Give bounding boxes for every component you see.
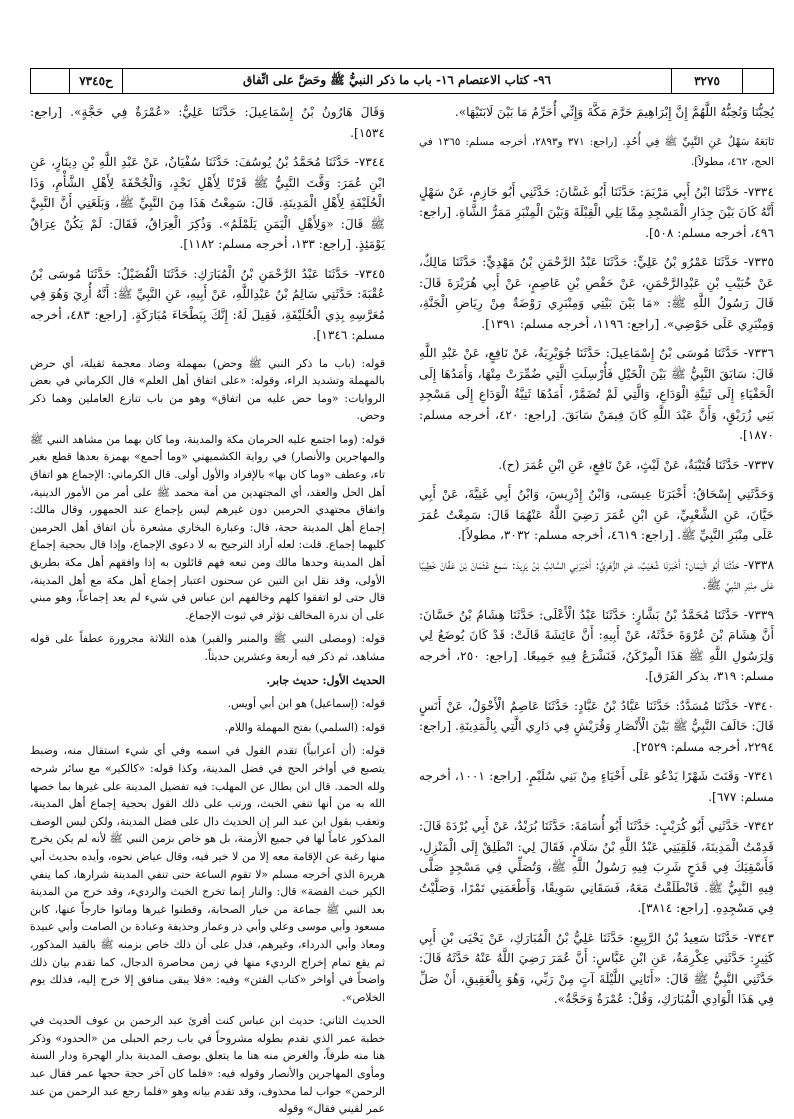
- hadith-7345: ٧٣٤٥- حَدَّثَنَا عَبْدُ الرَّحْمَنِ بْنُ الْمُبَارَكِ: حَدَّثَنَا الْفُضَيْلُ: حَدَّثَنَا مُوسَى بْنُ عُقْبَةَ: حَدَّثَنِي سَالِمُ بْنُ عَبْدِاللَّهِ، عَنْ أَبِيهِ، عَنِ النَّبِيِّ ﷺ: أَنَّهُ أُرِيَ وَهُوَ فِي مُعَرَّسِهِ بِذِي الْحُلَيْفَةِ، فَقِيلَ لَهُ: إِنَّكَ بِبَطْحَاءَ مُبَارَكَةٍ. [راجع: ٤٨٣، أخرجه مسلم: ١٣٤٦].: [30, 266, 385, 342]
- hadith-7336: ٧٣٣٦- حَدَّثَنَا مُوسَى بْنُ إِسْمَاعِيلَ: حَدَّثَنَا جُوَيْرِيَةُ، عَنْ نَافِعٍ، عَنْ عَبْدِ اللَّهِ قَالَ: سَابَقَ النَّبِيُّ ﷺ بَيْنَ الْخَيْلِ فَأُرْسِلَتِ الَّتِي ضُمِّرَتْ مِنْهَا، وَأَمَدُهَا إِلَى الْحَفْيَاءِ إِلَى ثَنِيَّةِ الْوَدَاعِ، وَالَّتِي لَمْ تُضَمَّرْ، أَمَدُهَا ثَنِيَّةُ الْوَدَاعِ إِلَى مَسْجِدِ بَنِي زُرَيْقٍ، وَأَنَّ عَبْدَ اللَّهِ كَانَ فِيمَنْ سَابَقَ. [راجع: ٤٢٠، أخرجه مسلم: ١٨٧٠].: [419, 346, 775, 442]
- commentary-paragraph: قوله: (ومصلى النبي ﷺ والمنبر والقبر) هذه الثلاثة مجرورة عطفاً على قوله مشاهد، ثم ذكر فيه أربعة وعشرين حديثاً.: [30, 632, 385, 663]
- header-hadith-range: ح٧٣٤٥: [70, 69, 123, 93]
- paragraph: تَابَعَهُ سَهْلٌ عَنِ النَّبِيِّ ﷺ فِي أُحُدٍ. [راجع: ٣٧١ و٢٨٩٣، أخرجه مسلم: ١٣٦٥ في الحج، ٤٦٢، مطولاً].: [419, 135, 775, 168]
- paragraph: وَحَدَّثَنِي إِسْحَاقُ: أَخْبَرَنَا عِيسَى، وَابْنُ إِدْرِيسَ، وَابْنُ أَبِي غَنِيَّةَ، عَنْ أَبِي حَيَّانَ، عَنِ الشَّعْبِيِّ، عَنِ ابْنِ عُمَرَ رَضِيَ اللَّهُ عَنْهُمَا قَالَ: سَمِعْتُ عُمَرَ عَلَى مِنْبَرِ النَّبِيِّ ﷺ. [راجع: ٤٦١٩، أخرجه مسلم: ٣٠٣٢، مطولاً].: [419, 487, 774, 542]
- commentary-paragraph: قوله: (باب ما ذكر النبي ﷺ وحض) بمهملة وضاد معجمة ثقيلة، أي حرض بالمهملة وتشديد الراء، وقوله: «على اتفاق أهل العلم» قال الكرماني في بعض الروايات: «وما حض عليه من اتفاق» وهو من باب تنازع العاملين وهما ذكر وحض.: [30, 356, 385, 423]
- hadith-7344: ٧٣٤٤- حَدَّثَنَا مُحَمَّدُ بْنُ يُوسُفَ: حَدَّثَنَا سُفْيَانُ، عَنْ عَبْدِ اللَّهِ بْنِ دِينَارٍ، عَنِ ابْنِ عُمَرَ: وَقَّتَ النَّبِيُّ ﷺ قَرْنًا لِأَهْلِ نَجْدٍ، وَالْجُحْفَةَ لِأَهْلِ الشَّأْمِ، وَذَا الْحُلَيْفَةِ لِأَهْلِ الْمَدِينَةِ. قَالَ: سَمِعْتُ هَذَا مِنَ النَّبِيِّ ﷺ، وَبَلَغَنِي أَنَّ النَّبِيَّ ﷺ قَالَ: «وَلِأَهْلِ الْيَمَنِ يَلَمْلَمُ». وَذُكِرَ الْعِرَاقُ، فَقَالَ: لَمْ يَكُنْ عِرَاقٌ يَوْمَئِذٍ. [راجع: ١٣٣، أخرجه مسلم: ١١٨٢].: [30, 155, 385, 251]
- right-column-hadith-text: [419, 102, 774, 1102]
- left-column-commentary: [30, 102, 385, 1116]
- hadith-7341: ٧٣٤١- وَقَنَتَ شَهْرًا يَدْعُو عَلَى أَحْيَاءٍ مِنْ بَنِي سُلَيْمٍ. [راجع: ١٠٠١، أخرجه مسلم: ٦٧٧].: [419, 769, 774, 804]
- commentary-paragraph: قوله: (أن أعرابياً) تقدم القول في اسمه وفي أي شيء استقال منه، وضبط يتصبع في أواخر الحج في فضل المدينة، وكذا قوله: «كالكير» مع سائر شرحه ولله الحمد. قال ابن بطال عن المهلب: فيه تفضيل المدينة على غيرها بما خصها الله به من أنها تنفي الخبث، ورتب على ذلك القول بحجية إجماع أهل المدينة، وتعقب بقول ابن عبد البر إن الحديث دال على فضل المدينة، ولكن ليس الوصف المذكور عاماً لها في جميع الأزمنة، بل هو خاص بزمن النبي ﷺ لأنه لم يكن يخرج منها رغبة عن الإقامة معه إلا من لا خير فيه، وقال عياض نحوه، وأيده بحديث أبي هريرة الذي أخرجه مسلم «لا تقوم الساعة حتى تنفي المدينة شرارها، كما ينفي الكير خبث الفضة» قال: والنار إنما تخرج الخبث والرديء، وقد خرج من المدينة بعد النبي ﷺ جماعة من خيار الصحابة، وقطنوا غيرها وماتوا خارجاً عنها، كابن مسعود وأبي موسى وعلي وأبي ذر وعمار وحذيفة وعبادة بن الصامت وأبي عبيدة ومعاذ وأبي الدرداء، وغيرهم، فدل على أن ذلك خاص بزمنه ﷺ بالقيد المذكور، ثم يقع تمام إخراج الرديء منها في زمن محاصرة الدجال، كما تقدم بيان ذلك واضحاً في أواخر «كتاب الفتن» وفيه: «فلا يبقى منافق إلا خرج إليه، فذلك يوم الخلاص».: [30, 744, 385, 1004]
- commentary-paragraph: الحديث الثاني: حديث ابن عباس كنت أقرئ عبد الرحمن بن عوف الحديث في خطبة عمر الذي تقدم بطوله مشروحاً في باب رجم الحبلى من «الحدود» وذكر هنا منه طرفاً، والغرض منه هنا ما يتعلق بوصف المدينة بدار الهجرة ودار السنة ومأوى المهاجرين والأنصار وقوله فيه: «فلما كان آخر حجة حجها عمر فقال عبد الرحمن» جواب لما محذوف، وقد تقدم بيانه وهو «فلما رجع عبد الرحمن من عند عمر لقيني فقال» وقوله: [30, 1014, 385, 1116]
- hadith-7334: ٧٣٣٤- حَدَّثَنَا ابْنُ أَبِي مَرْيَمَ: حَدَّثَنَا أَبُو غَسَّانَ: حَدَّثَنِي أَبُو حَازِمٍ، عَنْ سَهْلٍ أَنَّهُ كَانَ بَيْنَ جِدَارِ الْمَسْجِدِ مِمَّا يَلِي الْقِبْلَةَ وَبَيْنَ الْمِنْبَرِ مَمَرُّ الشَّاةِ. [راجع: ٤٩٦، أخرجه مسلم: ٥٠٨].: [419, 184, 774, 240]
- header-blank-cell-left: [31, 69, 70, 93]
- hadith-7339: ٧٣٣٩- حَدَّثَنَا مُحَمَّدُ بْنُ بَشَّارٍ: حَدَّثَنَا عَبْدُ الْأَعْلَى: حَدَّثَنَا هِشَامُ بْنُ حَسَّانَ: أَنَّ هِشَامَ بْنَ عُرْوَةَ حَدَّثَهُ، عَنْ أَبِيهِ: أَنَّ عَائِشَةَ قَالَتْ: قَدْ كَانَ يُوضَعُ لِي وَلِرَسُولِ اللَّهِ ﷺ هَذَا الْمِرْكَنُ، فَنَشْرَعُ فِيهِ جَمِيعًا. [راجع: ٢٥٠، أخرجه مسلم: ٣١٩، بذكر الفَرَق].: [419, 607, 774, 683]
- commentary-heading: الحديث الأول: حديث جابر.: [266, 673, 385, 687]
- commentary-paragraph: قوله: (وما اجتمع عليه الحرمان مكة والمدينة، وما كان بهما من مشاهد النبي ﷺ والمهاجرين والأنصار) في رواية الكشميهني «وما أجمع» بهمزة بعدها قطع بغير تاء، وعطف «وما كان بها» بالإفراد والأول أولى. قال الكرماني: الإجماع هو اتفاق أهل الحل والعقد، أي المجتهدين من أمة محمد ﷺ على أمر من الأمور الدينية، واتفاق مجتهدي الحرمين دون غيرهم ليس بإجماع عند الجمهور، وقال مالك: إجماع أهل المدينة حجة، قال: وعبارة البخاري مشعرة بأن اتفاق أهل الحرمين كليهما إجماع. قلت: لعله أراد الترجيح به لا دعوى الإجماع، وإذا قال بحجية إجماع أهل المدينة وحدها مالك ومن تبعه فهم قائلون به إذا وافقهم أهل مكة بطريق الأولى، وقد نقل ابن التين عن سحنون اعتبار إجماع أهل مكة مع أهل المدينة، قال حتى لو اتفقوا كلهم وخالفهم ابن عباس في شيء لم يعد إجماعاً، وهو مبني على أن ندرة المخالف تؤثر في ثبوت الإجماع.: [30, 432, 385, 622]
- commentary-paragraph: قوله: (السلمي) بفتح المهملة واللام.: [224, 720, 385, 734]
- hadith-7340: ٧٣٤٠- حَدَّثَنَا مُسَدَّدٌ: حَدَّثَنَا عَبَّادُ بْنُ عَبَّادٍ: حَدَّثَنَا عَاصِمٌ الْأَحْوَلُ، عَنْ أَنَسٍ قَالَ: حَالَفَ النَّبِيُّ ﷺ بَيْنَ الْأَنْصَارِ وَقُرَيْشٍ فِي دَارِي الَّتِي بِالْمَدِينَةِ. [راجع: ٢٢٩٤، أخرجه مسلم: ٢٥٢٩].: [419, 698, 774, 754]
- header-page-number: ٣٢٧٥: [672, 69, 743, 93]
- hadith-7338: ٧٣٣٨- حَدَّثَنَا أَبُو الْيَمَانِ: أَخْبَرَنَا شُعَيْبٌ، عَنِ الزُّهْرِيِّ: أَخْبَرَنِي السَّائِبُ بْنُ يَزِيدَ: سَمِعَ عُثْمَانَ بْنَ عَفَّانَ خَطِيبًا عَلَى مِنْبَرِ النَّبِيِّ ﷺ.: [419, 557, 774, 592]
- commentary-paragraph: قوله: (إسماعيل) هو ابن أبي أويس.: [227, 697, 385, 711]
- hadith-7337: ٧٣٣٧- حَدَّثَنَا قُتَيْبَةُ، عَنْ لَيْثٍ، عَنْ نَافِعٍ، عَنِ ابْنِ عُمَرَ (ح).: [498, 457, 774, 472]
- paragraph: يُحِبُّنَا وَنُحِبُّهُ اللَّهُمَّ إِنَّ إِبْرَاهِيمَ حَرَّمَ مَكَّةَ وَإِنِّي أُحَرِّمُ مَا بَيْنَ لَابَتَيْهَا».: [454, 105, 774, 119]
- running-header: [30, 68, 774, 94]
- paragraph: وَقَالَ هَارُونُ بْنُ إِسْمَاعِيلَ: حَدَّثَنَا عَلِيٌّ: «عُمْرَةٌ فِي حَجَّةٍ». [راجع: ١٥٣٤].: [30, 105, 385, 140]
- hadith-7343: ٧٣٤٣- حَدَّثَنَا سَعِيدُ بْنُ الرَّبِيعِ: حَدَّثَنَا عَلِيُّ بْنُ الْمُبَارَكِ، عَنْ يَحْيَى بْنِ أَبِي كَثِيرٍ: حَدَّثَنِي عِكْرِمَةُ، عَنِ ابْنِ عَبَّاسٍ: أَنَّ عُمَرَ رَضِيَ اللَّهُ عَنْهُ حَدَّثَهُ قَالَ: حَدَّثَنِي النَّبِيُّ ﷺ قَالَ: «أَتَانِي اللَّيْلَةَ آتٍ مِنْ رَبِّي، وَهُوَ بِالْعَقِيقِ، أَنْ صَلِّ فِي هَذَا الْوَادِي الْمُبَارَكِ، وَقُلْ: عُمْرَةٌ وَحَجَّةٌ».: [419, 930, 774, 1006]
- page: [30, 10, 775, 1116]
- header-title: ٩٦- كتاب الاعتصام ١٦- باب ما ذكر النبيُّ ﷺ وحَضَّ على اتِّفاق: [123, 69, 672, 93]
- hadith-7342: ٧٣٤٢- حَدَّثَنِي أَبُو كُرَيْبٍ: حَدَّثَنَا أَبُو أُسَامَةَ: حَدَّثَنَا بُرَيْدٌ، عَنْ أَبِي بُرْدَةَ قَالَ: قَدِمْتُ الْمَدِينَةَ، فَلَقِيَنِي عَبْدُ اللَّهِ بْنُ سَلَامٍ، فَقَالَ لِي: انْطَلِقْ إِلَى الْمَنْزِلِ، فَأَسْقِيَكَ فِي قَدَحٍ شَرِبَ فِيهِ رَسُولُ اللَّهِ ﷺ، وَتُصَلِّي فِي مَسْجِدٍ صَلَّى فِيهِ النَّبِيُّ ﷺ. فَانْطَلَقْتُ مَعَهُ، فَسَقَانِي سَوِيقًا، وَأَطْعَمَنِي تَمْرًا، وَصَلَّيْتُ فِي مَسْجِدِهِ. [راجع: ٣٨١٤].: [419, 819, 774, 915]
- header-blank-cell-right: [743, 69, 773, 93]
- hadith-7335: ٧٣٣٥- حَدَّثَنَا عَمْرُو بْنُ عَلِيٍّ: حَدَّثَنَا عَبْدُ الرَّحْمَنِ بْنُ مَهْدِيٍّ: حَدَّثَنَا مَالِكٌ، عَنْ خُبَيْبِ بْنِ عَبْدِالرَّحْمَنِ، عَنْ حَفْصِ بْنِ عَاصِمٍ، عَنْ أَبِي هُرَيْرَةَ قَالَ: قَالَ رَسُولُ اللَّهِ ﷺ: «مَا بَيْنَ بَيْتِي وَمِنْبَرِي رَوْضَةٌ مِنْ رِيَاضِ الْجَنَّةِ، وَمِنْبَرِي عَلَى حَوْضِي». [راجع: ١١٩٦، أخرجه مسلم: ١٣٩١].: [419, 255, 774, 331]
